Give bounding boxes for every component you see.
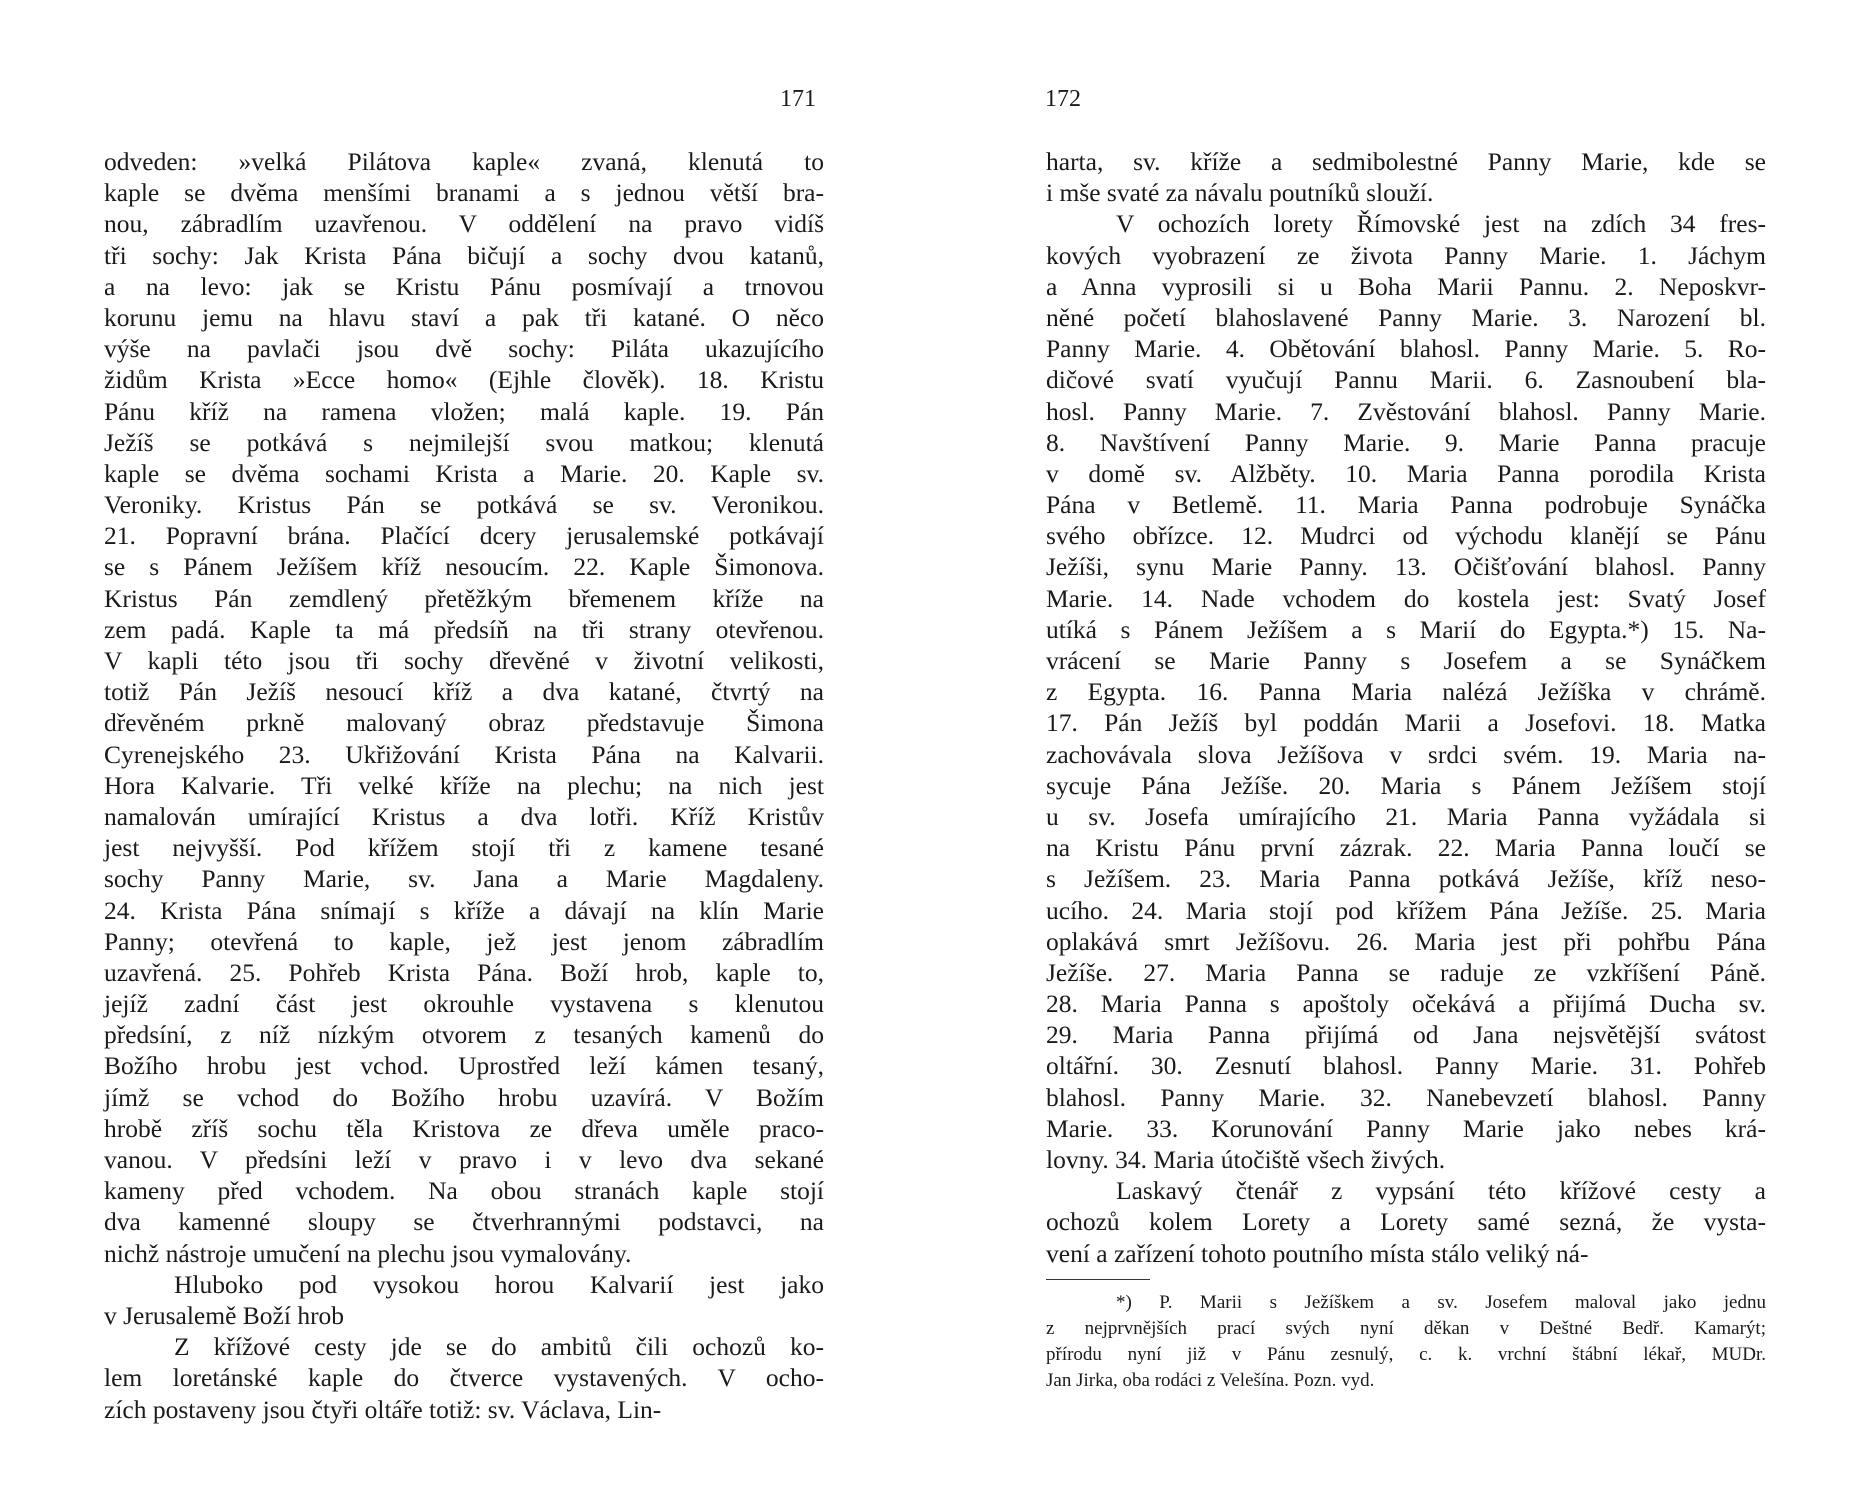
text-line: lem loretánské kaple do čtverce vystavených. V ocho- <box>104 1363 824 1393</box>
text-line: utíká s Pánem Ježíšem a s Marií do Egypta.*) 15. Na- <box>1046 614 1766 644</box>
text-line: korunu jemu na hlavu staví a pak tři katané. O něco <box>104 302 824 332</box>
text-line: harta, sv. kříže a sedmibolestné Panny Marie, kde se <box>1046 147 1766 176</box>
text-line: něné početí blahoslavené Panny Marie. 3. Narození bl. <box>1046 302 1766 332</box>
text-line: Veroniky. Kristus Pán se potkává se sv. Veronikou. <box>104 490 824 520</box>
text-line: 21. Popravní brána. Plačící dcery jerusalemské potkávají <box>104 521 824 551</box>
text-line: namalován umírající Kristus a dva lotři. Kříž Kristův <box>104 801 824 831</box>
text-line: se s Pánem Ježíšem kříž nesoucím. 22. Kaple Šimonova. <box>104 552 824 582</box>
text-line: židům Krista »Ecce homo« (Ejhle člověk). 18. Kristu <box>104 365 824 395</box>
text-line: ucího. 24. Maria stojí pod křížem Pána Ježíše. 25. Maria <box>1046 895 1766 925</box>
left-page-text <box>104 146 824 1425</box>
text-line: 28. Maria Panna s apoštoly očekává a přijímá Ducha sv. <box>1046 989 1766 1019</box>
text-line: tři sochy: Jak Krista Pána bičují a sochy dvou katanů, <box>104 240 824 270</box>
text-line: Ježíši, synu Marie Panny. 13. Očišťování blahosl. Panny <box>1046 552 1766 582</box>
text-line: hrobě zříš sochu těla Kristova ze dřeva uměle praco- <box>104 1113 824 1143</box>
text-line: předsíní, z níž nízkým otvorem z tesaných kamenů do <box>104 1020 824 1050</box>
text-line: zích postaveny jsou čtyři oltáře totiž: sv. Václava, Lin- <box>104 1394 662 1424</box>
text-line: 29. Maria Panna přijímá od Jana nejsvětější svátost <box>1046 1020 1766 1050</box>
text-line: Panny; otevřená to kaple, jež jest jenom zábradlím <box>104 926 824 956</box>
text-line: Božího hrobu jest vchod. Uprostřed leží kámen tesaný, <box>104 1051 824 1081</box>
text-line: oltářní. 30. Zesnutí blahosl. Panny Marie. 31. Pohřeb <box>1046 1051 1766 1081</box>
text-line: v domě sv. Alžběty. 10. Maria Panna porodila Krista <box>1046 458 1766 488</box>
text-line: totiž Pán Ježíš nesoucí kříž a dva katané, čtvrtý na <box>104 677 824 707</box>
text-line: sycuje Pána Ježíše. 20. Maria s Pánem Ježíšem stojí <box>1046 770 1766 800</box>
text-line: Hluboko pod vysokou horou Kalvarií jest jako <box>174 1269 824 1299</box>
text-line: Ježíš se potkává s nejmilejší svou matkou; klenutá <box>104 427 824 457</box>
text-line: Pánu kříž na ramena vložen; malá kaple. 19. Pán <box>104 396 824 426</box>
text-line: *) P. Marii s Ježíškem a sv. Josefem maloval jako jednu <box>1116 1292 1766 1313</box>
text-line: dičové svatí vyučují Pannu Marii. 6. Zasnoubení bla- <box>1046 365 1766 395</box>
text-line: Laskavý čtenář z vypsání této křížové cesty a <box>1116 1176 1766 1206</box>
text-line: 24. Krista Pána snímají s kříže a dávají na klín Marie <box>104 895 824 925</box>
text-line: dřevěném prkně malovaný obraz představuje Šimona <box>104 708 824 738</box>
text-line: z Egypta. 16. Panna Maria nalézá Ježíška v chrámě. <box>1046 677 1766 707</box>
text-line: zachovávala slova Ježíšova v srdci svém. 19. Maria na- <box>1046 739 1766 769</box>
text-line: s Ježíšem. 23. Maria Panna potkává Ježíše, kříž neso- <box>1046 864 1766 894</box>
text-line: nichž nástroje umučení na plechu jsou vymalovány. <box>104 1238 632 1268</box>
text-line: svého obřízce. 12. Mudrci od východu klanějí se Pánu <box>1046 521 1766 551</box>
text-line: nou, zábradlím uzavřenou. V oddělení na pravo vidíš <box>104 209 824 239</box>
text-line: blahosl. Panny Marie. 32. Nanebevzetí blahosl. Panny <box>1046 1082 1766 1112</box>
text-line: V ochozích lorety Římovské jest na zdích 34 fres- <box>1116 209 1766 239</box>
text-line: přírodu nyní již v Pánu zesnulý, c. k. vrchní štábní lékař, MUDr. <box>1046 1344 1766 1365</box>
text-line: Cyrenejského 23. Ukřižování Krista Pána na Kalvarii. <box>104 739 824 769</box>
text-line: i mše svaté za návalu poutníků slouží. <box>1046 178 1434 208</box>
text-line: hosl. Panny Marie. 7. Zvěstování blahosl. Panny Marie. <box>1046 396 1766 426</box>
text-line: vanou. V předsíni leží v pravo i v levo dva sekané <box>104 1145 824 1174</box>
text-line: Jan Jirka, oba rodáci z Velešína. Pozn. vyd. <box>1046 1370 1375 1391</box>
text-line: kameny před vchodem. Na obou stranách kaple stojí <box>104 1176 824 1206</box>
text-line: odveden: »velká Pilátova kaple« zvaná, klenutá to <box>104 147 824 176</box>
text-line: a Anna vyprosili si u Boha Marii Pannu. 2. Neposkvr- <box>1046 271 1766 301</box>
page-number: 172 <box>1045 86 1081 112</box>
text-line: dva kamenné sloupy se čtverhrannými podstavci, na <box>104 1207 824 1237</box>
text-line: jímž se vchod do Božího hrobu uzavírá. V Božím <box>104 1082 824 1112</box>
text-line: ochozů kolem Lorety a Lorety samé sezná, že vysta- <box>1046 1207 1766 1237</box>
right-page <box>933 0 1866 1501</box>
text-line: výše na pavlači jsou dvě sochy: Piláta ukazujícího <box>104 334 824 364</box>
text-line: Z křížové cesty jde se do ambitů čili ochozů ko- <box>174 1332 824 1362</box>
text-line: oplakává smrt Ježíšovu. 26. Maria jest při pohřbu Pána <box>1046 926 1766 956</box>
text-line: 8. Navštívení Panny Marie. 9. Marie Panna pracuje <box>1046 427 1766 457</box>
page-number: 171 <box>780 86 816 112</box>
text-line: vení a zařízení tohoto poutního místa stálo veliký ná- <box>1046 1238 1589 1268</box>
text-line: uzavřená. 25. Pohřeb Krista Pána. Boží hrob, kaple to, <box>104 957 824 987</box>
footnote-divider <box>1046 1279 1150 1280</box>
text-line: Ježíše. 27. Maria Panna se raduje ze vzkříšení Páně. <box>1046 957 1766 987</box>
right-page-text <box>1046 146 1766 1269</box>
text-line: Panny Marie. 4. Obětování blahosl. Panny Marie. 5. Ro- <box>1046 334 1766 364</box>
footnote <box>1046 1290 1766 1394</box>
text-line: jejíž zadní část jest okrouhle vystavena s klenutou <box>104 989 824 1019</box>
text-line: na Kristu Pánu první zázrak. 22. Maria Panna loučí se <box>1046 833 1766 863</box>
text-line: a na levo: jak se Kristu Pánu posmívají a trnovou <box>104 271 824 301</box>
text-line: V kapli této jsou tři sochy dřevěné v životní velikosti, <box>104 646 824 675</box>
text-line: kaple se dvěma sochami Krista a Marie. 20. Kaple sv. <box>104 458 824 488</box>
text-line: Hora Kalvarie. Tři velké kříže na plechu; na nich jest <box>104 770 824 800</box>
text-line: 17. Pán Ježíš byl poddán Marii a Josefovi. 18. Matka <box>1046 708 1766 738</box>
text-line: z nejprvnějších prací svých nyní děkan v Deštné Bedř. Kamarýt; <box>1046 1318 1766 1339</box>
text-line: Marie. 14. Nade vchodem do kostela jest: Svatý Josef <box>1046 583 1766 613</box>
text-line: Pána v Betlemě. 11. Maria Panna podrobuje Synáčka <box>1046 490 1766 520</box>
text-line: kaple se dvěma menšími branami a s jednou větší bra- <box>104 178 824 208</box>
text-line: zem padá. Kaple ta má předsíň na tři strany otevřenou. <box>104 614 824 644</box>
text-line: sochy Panny Marie, sv. Jana a Marie Magdaleny. <box>104 864 824 894</box>
text-line: Marie. 33. Korunování Panny Marie jako nebes krá- <box>1046 1113 1766 1143</box>
text-line: jest nejvyšší. Pod křížem stojí tři z kamene tesané <box>104 833 824 863</box>
text-line: v Jerusalemě Boží hrob <box>104 1300 345 1330</box>
text-line: Kristus Pán zemdlený přetěžkým břemenem kříže na <box>104 583 824 613</box>
text-line: lovny. 34. Maria útočiště všech živých. <box>1046 1145 1446 1174</box>
text-line: kových vyobrazení ze života Panny Marie. 1. Jáchym <box>1046 240 1766 270</box>
text-line: vrácení se Marie Panny s Josefem a se Synáčkem <box>1046 646 1766 675</box>
text-line: u sv. Josefa umírajícího 21. Maria Panna vyžádala si <box>1046 801 1766 831</box>
